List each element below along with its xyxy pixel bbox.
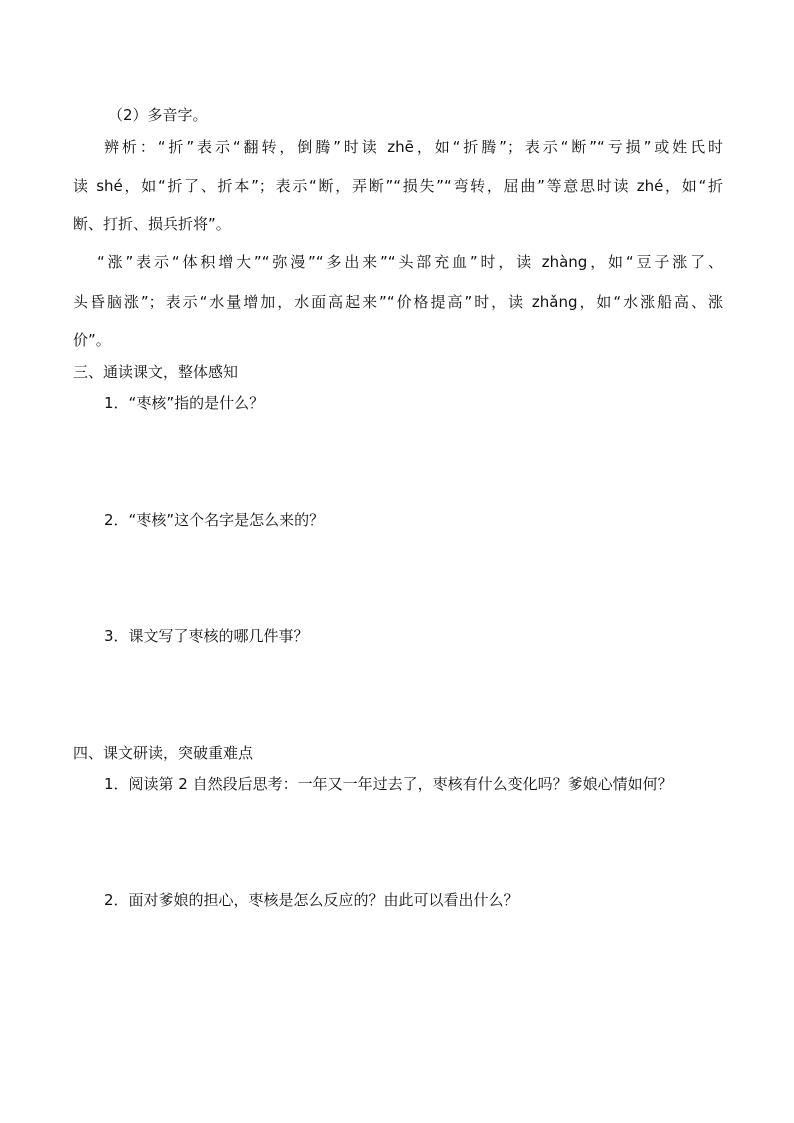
section4-title: 四、课文研读，突破重难点 <box>73 744 254 762</box>
polyphonic-heading: （2）多音字。 <box>108 106 208 124</box>
section3-title: 三、通读课文，整体感知 <box>73 363 239 381</box>
section4-question-2: 2．面对爹娘的担心，枣核是怎么反应的？由此可以看出什么？ <box>104 891 519 909</box>
zhang-line-2: 头昏脑涨”；表示“水量增加，水面高起来”“价格提高”时，读 zhǎng，如“水涨船高、涨 <box>73 293 723 311</box>
section4-question-1: 1．阅读第 2 自然段后思考：一年又一年过去了，枣核有什么变化吗？爹娘心情如何？ <box>104 775 673 793</box>
zhang-line-1: “涨”表示“体积增大”“弥漫”“多出来”“头部充血”时，读 zhàng，如“豆子涨了、 <box>97 253 723 271</box>
section3-question-1: 1．“枣核”指的是什么？ <box>104 394 265 412</box>
analysis-line-1: 辨析：“折”表示“翻转，倒腾”时读 zhē，如“折腾”；表示“断”“亏损”或姓氏时 <box>104 138 723 156</box>
zhang-line-3: 价”。 <box>73 331 111 349</box>
analysis-line-3: 断、打折、损兵折将”。 <box>73 215 231 233</box>
section3-question-3: 3．课文写了枣核的哪几件事？ <box>104 627 309 645</box>
analysis-line-2: 读 shé，如“折了、折本”；表示“断，弄断”“损失”“弯转，屈曲”等意思时读 zhé，如“折 <box>73 177 723 195</box>
section3-question-2: 2．“枣核”这个名字是怎么来的？ <box>104 511 325 529</box>
